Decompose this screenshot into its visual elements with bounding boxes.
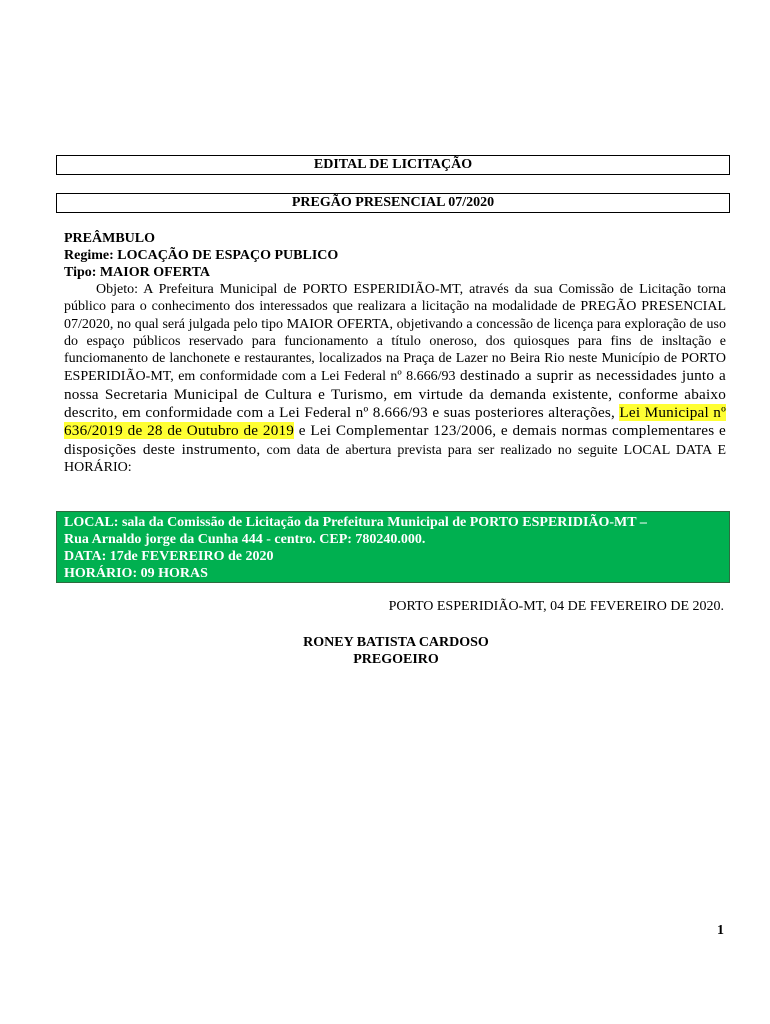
- signer-name: RONEY BATISTA CARDOSO: [303, 635, 489, 650]
- paragraph-part-1: Objeto: A Prefeitura Municipal de PORTO ESPERIDIÃO-MT, através da sua Comissão de Licitação torna público para o conhecimento dos interessados que realizara a licitação na modalidade de PREGÃO PRESENCIAL 07/2020, no qual será julgada pelo tipo MAIOR OFERTA, objetivando a concessão de licença para exploração de uso do espaço públicos reservado para funcionamento a título oneroso, dos quiosques para fins de insltação e funciomanento de lanchonete e restaurantes, localizados na Praça de Lazer no Beira Rio neste Município de PORTO ESPERIDIÃO-MT, em conformidade com a Lei Federal nº 8.666/93: [64, 282, 726, 385]
- document-subtitle: PREGÃO PRESENCIAL 07/2020: [56, 193, 730, 213]
- highlighted-law-reference: Lei Municipal nº 636/2019 de 28 de Outubro de 2019: [64, 404, 726, 440]
- info-time: HORÁRIO: 09 HORAS: [64, 566, 208, 581]
- object-paragraph: [64, 281, 726, 476]
- signer-role: PREGOEIRO: [353, 652, 439, 667]
- info-local-line-1: LOCAL: sala da Comissão de Licitação da Prefeitura Municipal de PORTO ESPERIDIÃO-MT –: [64, 515, 647, 530]
- page-number: 1: [717, 923, 724, 938]
- paragraph-part-3: e Lei Complementar 123/2006, e demais normas complementares e disposições deste instrumento,: [64, 422, 726, 458]
- event-info-box: [56, 511, 730, 583]
- info-date: DATA: 17de FEVEREIRO de 2020: [64, 549, 274, 564]
- preamble-tipo: Tipo: MAIOR OFERTA: [64, 265, 211, 280]
- paragraph-part-2: destinado a suprir as necessidades junto a nossa Secretaria Municipal de Cultura e Turismo, em virtude da demanda existente, conforme abaixo descrito, em conformidade com a Lei Federal nº 8.666/93 e suas posteriores alterações,: [64, 367, 726, 422]
- preamble-block: [64, 230, 726, 281]
- preamble-regime: Regime: LOCAÇÃO DE ESPAÇO PUBLICO: [64, 248, 339, 263]
- place-date-line: PORTO ESPERIDIÃO-MT, 04 DE FEVEREIRO DE 2020.: [388, 599, 724, 614]
- document-title: EDITAL DE LICITAÇÃO: [56, 155, 730, 175]
- info-local-line-2: Rua Arnaldo jorge da Cunha 444 - centro. CEP: 780240.000.: [64, 532, 426, 547]
- preamble-heading: PREÂMBULO: [64, 231, 155, 246]
- signature-block: [246, 634, 546, 668]
- paragraph-part-4: com data de abertura prevista para ser realizado no seguite LOCAL DATA E HORÁRIO:: [64, 442, 726, 475]
